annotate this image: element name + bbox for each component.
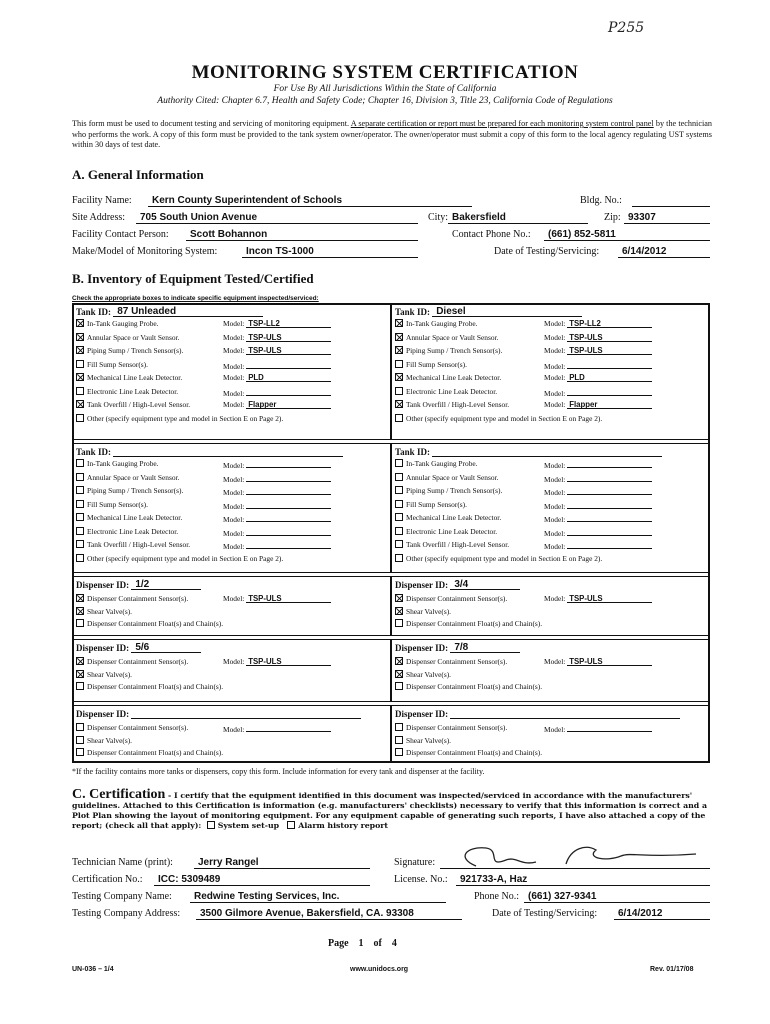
tank-item-checkbox[interactable] bbox=[395, 360, 403, 368]
dispenser-id-field[interactable] bbox=[131, 708, 361, 719]
tank-id-field[interactable] bbox=[432, 446, 662, 457]
tank-model: Model: bbox=[544, 486, 652, 497]
tank-item-checkbox[interactable] bbox=[76, 400, 84, 408]
signature-label: Signature: bbox=[394, 857, 436, 868]
tank-model-field[interactable] bbox=[246, 387, 331, 396]
tank-item-checkbox[interactable] bbox=[395, 486, 403, 494]
tank-item-checkbox[interactable] bbox=[76, 414, 84, 422]
tank-item-checkbox[interactable] bbox=[395, 459, 403, 467]
tech-label: Technician Name (print): bbox=[72, 857, 173, 868]
dispenser-cell bbox=[391, 576, 710, 636]
tank-item-checkbox[interactable] bbox=[395, 400, 403, 408]
tank-model-field[interactable] bbox=[246, 360, 331, 369]
dispenser-item: Dispenser Containment Sensor(s). bbox=[395, 723, 507, 732]
cphone-field[interactable]: (661) 327-9341 bbox=[524, 891, 710, 903]
tank-item: Piping Sump / Trench Sensor(s). bbox=[76, 346, 183, 355]
section-a-heading: A. General Information bbox=[72, 167, 204, 182]
tank-item-checkbox[interactable] bbox=[395, 319, 403, 327]
tank-model-field[interactable] bbox=[567, 360, 652, 369]
dispenser-item-checkbox[interactable] bbox=[76, 736, 84, 744]
tank-model-field[interactable] bbox=[567, 459, 652, 468]
tank-model-field[interactable]: PLD bbox=[567, 373, 652, 382]
dispenser-model-field[interactable] bbox=[567, 723, 652, 732]
tank-item-checkbox[interactable] bbox=[395, 373, 403, 381]
tank-id-row: Tank ID: Diesel bbox=[395, 306, 582, 317]
tank-item: Piping Sump / Trench Sensor(s). bbox=[395, 346, 502, 355]
tank-model: Model: bbox=[223, 459, 331, 470]
tank-model-field[interactable]: TSP-ULS bbox=[246, 333, 331, 342]
zip-label: Zip: bbox=[604, 212, 621, 223]
certification-text: C. Certification - I certify that the equipment identified in this document was inspected/serviced in accordance with the manufacturers' guidelines. Attached to this Certification is information (e.g. manufacturers' checklists) necessary to verify that this information is correct and a Plot Plan showing the layout of monitoring equipment. For any equipment capable of generating such reports, I have also attached a copy of the report; (check all that apply): System set-up Alarm history report bbox=[72, 787, 708, 830]
dispenser-item-checkbox[interactable] bbox=[395, 682, 403, 690]
revision: Rev. 01/17/08 bbox=[650, 966, 694, 973]
tank-model: Model: TSP-ULS bbox=[223, 333, 331, 342]
tank-item-checkbox[interactable] bbox=[76, 513, 84, 521]
dispenser-model-field[interactable]: TSP-ULS bbox=[567, 657, 652, 666]
tank-item: Tank Overfill / High-Level Sensor. bbox=[395, 540, 509, 549]
tank-id-field[interactable] bbox=[113, 446, 343, 457]
cphone-label: Phone No.: bbox=[474, 891, 519, 902]
tank-model: Model: TSP-LL2 bbox=[223, 319, 331, 328]
dispenser-item: Dispenser Containment Sensor(s). bbox=[76, 657, 188, 666]
city-label: City: bbox=[428, 212, 449, 223]
dispenser-item-checkbox[interactable] bbox=[76, 607, 84, 615]
tank-item: Mechanical Line Leak Detector. bbox=[395, 373, 501, 382]
tank-model: Model: bbox=[544, 527, 652, 538]
bldg-label: Bldg. No.: bbox=[580, 195, 622, 206]
tank-model-field[interactable] bbox=[246, 459, 331, 468]
tank-item-checkbox[interactable] bbox=[76, 333, 84, 341]
contact-label: Facility Contact Person: bbox=[72, 229, 169, 240]
tank-model: Model: bbox=[223, 387, 331, 398]
dispenser-id-row: Dispenser ID: 3/4 bbox=[395, 579, 520, 590]
tank-item: Mechanical Line Leak Detector. bbox=[395, 513, 501, 522]
tank-model: Model: Flapper bbox=[544, 400, 652, 409]
tank-item: Annular Space or Vault Sensor. bbox=[395, 333, 498, 342]
dispenser-id-row: Dispenser ID: bbox=[395, 708, 680, 719]
tank-item: Mechanical Line Leak Detector. bbox=[76, 373, 182, 382]
footnote: *If the facility contains more tanks or dispensers, copy this form. Include information for every tank and dispenser at the facility. bbox=[72, 767, 485, 776]
tank-model-field[interactable] bbox=[567, 473, 652, 482]
dispenser-item: Shear Valve(s). bbox=[395, 607, 451, 616]
dispenser-item-checkbox[interactable] bbox=[76, 619, 84, 627]
tank-item: Tank Overfill / High-Level Sensor. bbox=[395, 400, 509, 409]
handwritten-page-note: P255 bbox=[608, 20, 645, 36]
tank-item: Tank Overfill / High-Level Sensor. bbox=[76, 540, 190, 549]
tank-item: Fill Sump Sensor(s). bbox=[76, 500, 148, 509]
dispenser-model: Model: TSP-ULS bbox=[223, 594, 331, 603]
tank-model: Model: bbox=[223, 513, 331, 524]
tank-model: Model: bbox=[223, 360, 331, 371]
dispenser-item-checkbox[interactable] bbox=[395, 723, 403, 731]
phone-label: Contact Phone No.: bbox=[452, 229, 531, 240]
form-id: UN-036 – 1/4 bbox=[72, 966, 114, 973]
tank-model-field[interactable] bbox=[246, 500, 331, 509]
tank-model-field[interactable]: TSP-ULS bbox=[567, 346, 652, 355]
page-number: Page 1 of 4 bbox=[328, 938, 397, 949]
dispenser-cell bbox=[72, 639, 391, 702]
tank-model-field[interactable] bbox=[567, 500, 652, 509]
tank-model: Model: bbox=[223, 540, 331, 551]
dispenser-model-field[interactable]: TSP-ULS bbox=[567, 594, 652, 603]
tank-item: Piping Sump / Trench Sensor(s). bbox=[395, 486, 502, 495]
tank-cell bbox=[391, 303, 710, 440]
dispenser-item-checkbox[interactable] bbox=[76, 723, 84, 731]
tank-item: Other (specify equipment type and model in Section E on Page 2). bbox=[395, 554, 602, 563]
form-title: MONITORING SYSTEM CERTIFICATION bbox=[191, 62, 579, 83]
tank-model-field[interactable] bbox=[246, 540, 331, 549]
dispenser-item: Dispenser Containment Float(s) and Chain(s). bbox=[395, 682, 542, 691]
tank-item: Other (specify equipment type and model in Section E on Page 2). bbox=[76, 554, 283, 563]
dispenser-id-field[interactable]: 7/8 bbox=[450, 642, 520, 653]
dispenser-model: Model: bbox=[544, 723, 652, 734]
dispenser-item: Dispenser Containment Float(s) and Chain(s). bbox=[76, 682, 223, 691]
dispenser-model: Model: bbox=[223, 723, 331, 734]
cdate-label: Date of Testing/Servicing: bbox=[492, 908, 598, 919]
tank-item-checkbox[interactable] bbox=[395, 500, 403, 508]
dispenser-item-checkbox[interactable] bbox=[76, 670, 84, 678]
dispenser-model-field[interactable]: TSP-ULS bbox=[246, 594, 331, 603]
license-label: License. No.: bbox=[394, 874, 448, 885]
tank-model: Model: bbox=[223, 527, 331, 538]
tank-item: Electronic Line Leak Detector. bbox=[395, 387, 497, 396]
tank-item-checkbox[interactable] bbox=[76, 346, 84, 354]
tank-item: Other (specify equipment type and model in Section E on Page 2). bbox=[395, 414, 602, 423]
tank-model-field[interactable] bbox=[567, 387, 652, 396]
tank-item-checkbox[interactable] bbox=[76, 527, 84, 535]
dispenser-id-field[interactable]: 5/6 bbox=[131, 642, 201, 653]
tank-item: Electronic Line Leak Detector. bbox=[76, 387, 178, 396]
tank-item: Annular Space or Vault Sensor. bbox=[395, 473, 498, 482]
dispenser-item: Dispenser Containment Float(s) and Chain(s). bbox=[76, 619, 223, 628]
authority-line: Authority Cited: Chapter 6.7, Health and Safety Code; Chapter 16, Division 3, Title 23, California Code of Regulations bbox=[157, 96, 613, 106]
tank-item-checkbox[interactable] bbox=[76, 387, 84, 395]
tank-item: Other (specify equipment type and model in Section E on Page 2). bbox=[76, 414, 283, 423]
tank-model-field[interactable]: Flapper bbox=[246, 400, 331, 409]
tank-model-field[interactable]: Flapper bbox=[567, 400, 652, 409]
dispenser-item-checkbox[interactable] bbox=[76, 682, 84, 690]
dispenser-model-field[interactable] bbox=[246, 723, 331, 732]
check-note: Check the appropriate boxes to indicate specific equipment inspected/serviced: bbox=[72, 295, 319, 302]
tank-item: Fill Sump Sensor(s). bbox=[395, 360, 467, 369]
tank-item-checkbox[interactable] bbox=[395, 387, 403, 395]
tank-id-row: Tank ID: bbox=[395, 446, 662, 457]
caddr-label: Testing Company Address: bbox=[72, 908, 181, 919]
tank-item-checkbox[interactable] bbox=[76, 360, 84, 368]
tank-cell bbox=[72, 443, 391, 573]
caddr-field[interactable]: 3500 Gilmore Avenue, Bakersfield, CA. 93308 bbox=[196, 908, 462, 920]
dispenser-id-field[interactable]: 3/4 bbox=[450, 579, 520, 590]
dispenser-id-row: Dispenser ID: 1/2 bbox=[76, 579, 201, 590]
dispenser-model: Model: TSP-ULS bbox=[544, 594, 652, 603]
tank-item: Annular Space or Vault Sensor. bbox=[76, 333, 179, 342]
dispenser-item: Shear Valve(s). bbox=[395, 736, 451, 745]
dispenser-item-checkbox[interactable] bbox=[395, 657, 403, 665]
tank-item: Annular Space or Vault Sensor. bbox=[76, 473, 179, 482]
tank-model-field[interactable] bbox=[246, 527, 331, 536]
make-field[interactable]: Incon TS-1000 bbox=[242, 246, 418, 258]
tank-model: Model: bbox=[544, 360, 652, 371]
tank-model-field[interactable] bbox=[246, 473, 331, 482]
tank-item: Fill Sump Sensor(s). bbox=[76, 360, 148, 369]
intro-paragraph: This form must be used to document testing and servicing of monitoring equipment. A separate certification or report must be prepared for each monitoring system control panel by the technician who performs the work. A copy of this form must be provided to the tank system owner/operator. The owner/operator must submit a copy of this form to the local agency regulating UST systems within 30 days of test date. bbox=[72, 119, 712, 149]
tank-model: Model: bbox=[223, 473, 331, 484]
system-setup-checkbox[interactable] bbox=[207, 821, 215, 829]
dispenser-id-field[interactable]: 1/2 bbox=[131, 579, 201, 590]
tank-item-checkbox[interactable] bbox=[76, 540, 84, 548]
tank-model: Model: bbox=[223, 500, 331, 511]
tank-item: In-Tank Gauging Probe. bbox=[395, 319, 478, 328]
tank-item: In-Tank Gauging Probe. bbox=[76, 459, 159, 468]
dispenser-id-row: Dispenser ID: 7/8 bbox=[395, 642, 520, 653]
tank-item-checkbox[interactable] bbox=[76, 500, 84, 508]
cdate-field[interactable]: 6/14/2012 bbox=[614, 908, 710, 920]
tank-item-checkbox[interactable] bbox=[395, 554, 403, 562]
tank-model: Model: bbox=[544, 459, 652, 470]
tank-item-checkbox[interactable] bbox=[76, 486, 84, 494]
tech-field[interactable]: Jerry Rangel bbox=[194, 857, 370, 869]
tank-item-checkbox[interactable] bbox=[76, 319, 84, 327]
tank-model-field[interactable] bbox=[567, 540, 652, 549]
dispenser-item: Dispenser Containment Sensor(s). bbox=[395, 594, 507, 603]
tank-model-field[interactable]: TSP-LL2 bbox=[567, 319, 652, 328]
facility-name-field[interactable]: Kern County Superintendent of Schools bbox=[148, 195, 472, 207]
company-label: Testing Company Name: bbox=[72, 891, 172, 902]
tank-model: Model: bbox=[223, 486, 331, 497]
dispenser-item: Shear Valve(s). bbox=[76, 736, 132, 745]
dispenser-item: Dispenser Containment Float(s) and Chain(s). bbox=[76, 748, 223, 757]
make-label: Make/Model of Monitoring System: bbox=[72, 246, 218, 257]
dispenser-item-checkbox[interactable] bbox=[395, 736, 403, 744]
cert-field[interactable]: ICC: 5309489 bbox=[154, 874, 370, 886]
dispenser-item-checkbox[interactable] bbox=[76, 594, 84, 602]
tank-model: Model: bbox=[544, 473, 652, 484]
dispenser-id-field[interactable] bbox=[450, 708, 680, 719]
dispenser-item-checkbox[interactable] bbox=[76, 748, 84, 756]
tank-model: Model: bbox=[544, 500, 652, 511]
tank-item: Mechanical Line Leak Detector. bbox=[76, 513, 182, 522]
tank-model: Model: TSP-ULS bbox=[544, 346, 652, 355]
tank-model-field[interactable]: TSP-ULS bbox=[567, 333, 652, 342]
tank-id-field[interactable]: Diesel bbox=[432, 306, 582, 317]
tank-item-checkbox[interactable] bbox=[76, 373, 84, 381]
dispenser-item: Dispenser Containment Sensor(s). bbox=[76, 594, 188, 603]
dispenser-item: Dispenser Containment Float(s) and Chain(s). bbox=[395, 748, 542, 757]
city-field[interactable]: Bakersfield bbox=[448, 212, 588, 224]
dispenser-cell bbox=[72, 705, 391, 763]
tank-item-checkbox[interactable] bbox=[76, 554, 84, 562]
signature-scribble bbox=[446, 838, 706, 872]
tank-item-checkbox[interactable] bbox=[395, 414, 403, 422]
tank-model: Model: TSP-ULS bbox=[544, 333, 652, 342]
dispenser-id-row: Dispenser ID: 5/6 bbox=[76, 642, 201, 653]
tank-id-row: Tank ID: 87 Unleaded bbox=[76, 306, 263, 317]
dispenser-model: Model: TSP-ULS bbox=[544, 657, 652, 666]
dispenser-item-checkbox[interactable] bbox=[395, 748, 403, 756]
tank-model: Model: bbox=[544, 387, 652, 398]
tank-item: Tank Overfill / High-Level Sensor. bbox=[76, 400, 190, 409]
license-field[interactable]: 921733-A, Haz bbox=[456, 874, 710, 886]
tank-model: Model: PLD bbox=[544, 373, 652, 382]
contact-field[interactable]: Scott Bohannon bbox=[186, 229, 418, 241]
dispenser-item-checkbox[interactable] bbox=[76, 657, 84, 665]
tank-model: Model: bbox=[544, 540, 652, 551]
dispenser-item: Dispenser Containment Sensor(s). bbox=[395, 657, 507, 666]
dispenser-item: Dispenser Containment Sensor(s). bbox=[76, 723, 188, 732]
dispenser-item: Shear Valve(s). bbox=[76, 670, 132, 679]
tank-id-field[interactable]: 87 Unleaded bbox=[113, 306, 263, 317]
zip-field[interactable]: 93307 bbox=[624, 212, 710, 224]
date-label: Date of Testing/Servicing: bbox=[494, 246, 600, 257]
tank-item-checkbox[interactable] bbox=[76, 473, 84, 481]
tank-model-field[interactable] bbox=[246, 513, 331, 522]
tank-item: Piping Sump / Trench Sensor(s). bbox=[76, 486, 183, 495]
site-address-label: Site Address: bbox=[72, 212, 126, 223]
alarm-history-checkbox[interactable] bbox=[287, 821, 295, 829]
site-address-field[interactable]: 705 South Union Avenue bbox=[136, 212, 418, 224]
section-b-heading: B. Inventory of Equipment Tested/Certified bbox=[72, 271, 314, 286]
tank-model: Model: TSP-ULS bbox=[223, 346, 331, 355]
tank-item-checkbox[interactable] bbox=[76, 459, 84, 467]
tank-model-field[interactable]: PLD bbox=[246, 373, 331, 382]
tank-model: Model: TSP-LL2 bbox=[544, 319, 652, 328]
dispenser-cell bbox=[72, 576, 391, 636]
tank-model-field[interactable]: TSP-LL2 bbox=[246, 319, 331, 328]
tank-model: Model: Flapper bbox=[223, 400, 331, 409]
tank-cell bbox=[72, 303, 391, 440]
tank-item: In-Tank Gauging Probe. bbox=[395, 459, 478, 468]
tank-model-field[interactable]: TSP-ULS bbox=[246, 346, 331, 355]
tank-model-field[interactable] bbox=[246, 486, 331, 495]
tank-item-checkbox[interactable] bbox=[395, 540, 403, 548]
dispenser-item-checkbox[interactable] bbox=[395, 594, 403, 602]
tank-model: Model: PLD bbox=[223, 373, 331, 382]
bldg-field[interactable] bbox=[632, 195, 710, 207]
dispenser-item-checkbox[interactable] bbox=[395, 607, 403, 615]
dispenser-item: Shear Valve(s). bbox=[395, 670, 451, 679]
dispenser-item: Shear Valve(s). bbox=[76, 607, 132, 616]
dispenser-item-checkbox[interactable] bbox=[395, 670, 403, 678]
tank-item: In-Tank Gauging Probe. bbox=[76, 319, 159, 328]
tank-id-row: Tank ID: bbox=[76, 446, 343, 457]
tank-model-field[interactable] bbox=[567, 486, 652, 495]
dispenser-cell bbox=[391, 639, 710, 702]
tank-item-checkbox[interactable] bbox=[395, 513, 403, 521]
company-field[interactable]: Redwine Testing Services, Inc. bbox=[190, 891, 446, 903]
tank-item-checkbox[interactable] bbox=[395, 333, 403, 341]
cert-label: Certification No.: bbox=[72, 874, 143, 885]
tank-item-checkbox[interactable] bbox=[395, 346, 403, 354]
tank-item: Fill Sump Sensor(s). bbox=[395, 500, 467, 509]
tank-item-checkbox[interactable] bbox=[395, 473, 403, 481]
tank-cell bbox=[391, 443, 710, 573]
dispenser-model-field[interactable]: TSP-ULS bbox=[246, 657, 331, 666]
tank-item: Electronic Line Leak Detector. bbox=[76, 527, 178, 536]
facility-name-label: Facility Name: bbox=[72, 195, 132, 206]
dispenser-item-checkbox[interactable] bbox=[395, 619, 403, 627]
dispenser-item: Dispenser Containment Float(s) and Chain(s). bbox=[395, 619, 542, 628]
tank-model-field[interactable] bbox=[567, 513, 652, 522]
dispenser-cell bbox=[391, 705, 710, 763]
phone-field[interactable]: (661) 852-5811 bbox=[544, 229, 710, 241]
tank-item: Electronic Line Leak Detector. bbox=[395, 527, 497, 536]
tank-item-checkbox[interactable] bbox=[395, 527, 403, 535]
dispenser-id-row: Dispenser ID: bbox=[76, 708, 361, 719]
tank-model: Model: bbox=[544, 513, 652, 524]
date-field[interactable]: 6/14/2012 bbox=[618, 246, 710, 258]
footer-url: www.unidocs.org bbox=[350, 966, 409, 973]
form-subtitle: For Use By All Jurisdictions Within the State of California bbox=[273, 84, 497, 94]
dispenser-model: Model: TSP-ULS bbox=[223, 657, 331, 666]
tank-model-field[interactable] bbox=[567, 527, 652, 536]
